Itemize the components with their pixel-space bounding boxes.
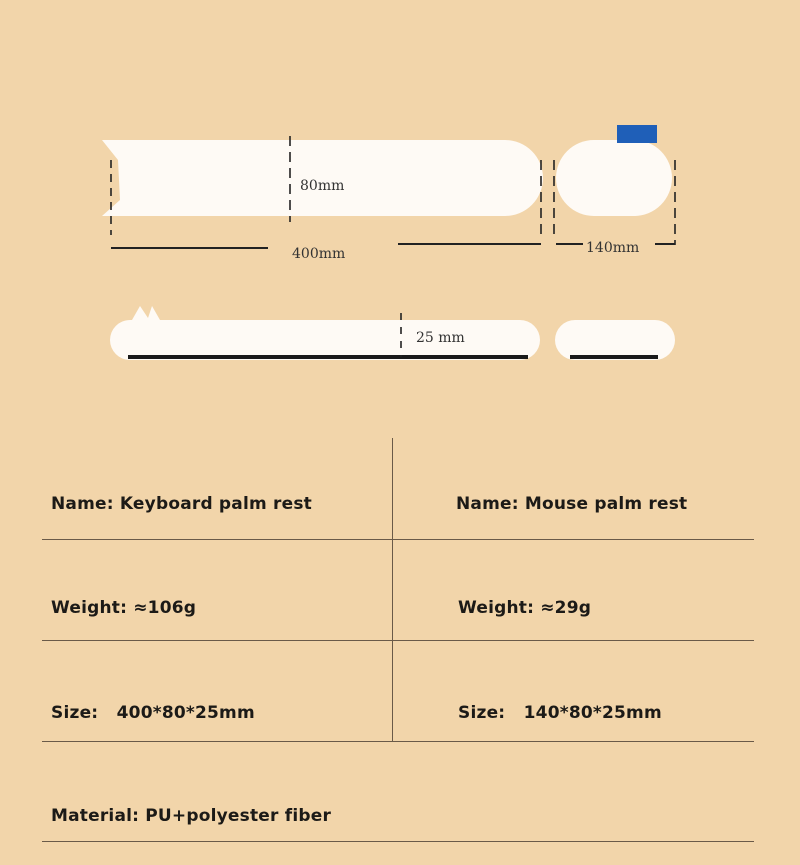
blue-tag	[617, 125, 657, 143]
mouse-length-label: 140mm	[586, 240, 640, 256]
keyboard-weight: Weight: ≈106g	[51, 598, 197, 618]
mouse-rest-top-view	[556, 140, 672, 216]
height-label: 25 mm	[416, 330, 465, 346]
row-divider	[42, 640, 754, 641]
keyboard-name: Name: Keyboard palm rest	[51, 494, 312, 514]
keyboard-size: Size: 400*80*25mm	[51, 703, 255, 723]
mouse-weight: Weight: ≈29g	[458, 598, 592, 618]
mouse-size: Size: 140*80*25mm	[458, 703, 662, 723]
row-divider	[42, 841, 754, 842]
product-dimension-diagram	[0, 0, 800, 400]
column-divider	[392, 438, 393, 742]
mouse-rest-side-view	[555, 320, 675, 360]
material: Material: PU+polyester fiber	[51, 806, 332, 826]
keyboard-length-label: 400mm	[292, 246, 346, 262]
spec-table	[0, 438, 800, 865]
keyboard-width-label: 80mm	[300, 178, 345, 194]
keyboard-rest-side-view	[110, 306, 540, 360]
row-divider	[42, 741, 754, 742]
row-divider	[42, 539, 754, 540]
mouse-name: Name: Mouse palm rest	[456, 494, 688, 514]
